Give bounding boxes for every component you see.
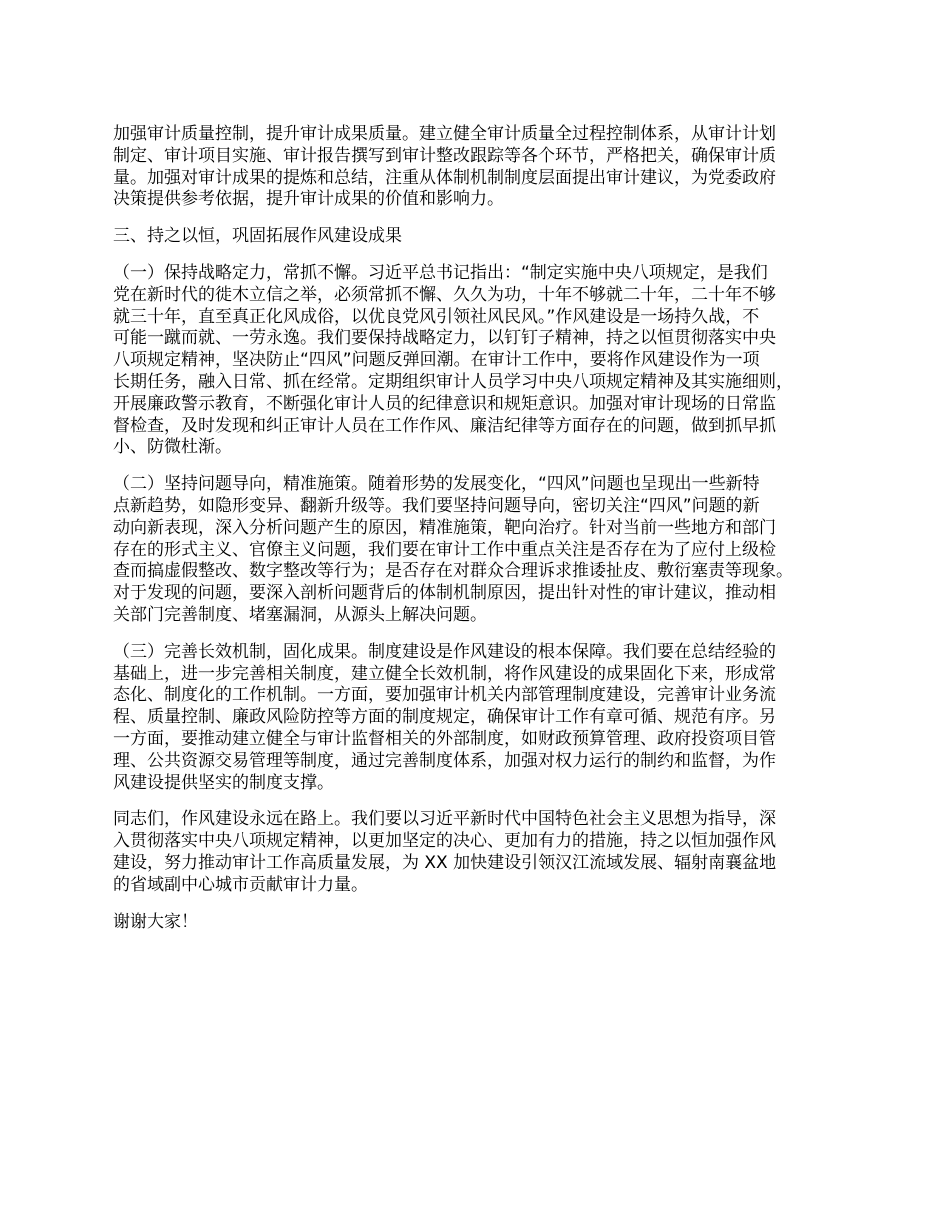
paragraph-problem-orientation [113,474,858,627]
paragraph-audit-quality [113,124,858,211]
text-line: 同志们，作风建设永远在路上。我们要以习近平新时代中国特色社会主义思想为指导，深 [113,809,776,830]
paragraph-strategic-focus [113,263,858,459]
text-line: 建设，努力推动审计工作高质量发展，为 XX 加快建设引领汉江流域发展、辐射南襄盆地 [113,852,777,873]
text-line: 对于发现的问题，要深入剖析问题背后的体制机制原因，提出针对性的审计建议，推动相 [113,583,776,604]
text-line: 基础上，进一步完善相关制度，建立健全长效机制，将作风建设的成果固化下来，形成常 [113,663,776,684]
text-line: 督检查，及时发现和纠正审计人员在工作作风、廉洁纪律等方面存在的问题，做到抓早抓 [113,415,776,436]
document-body [113,124,858,933]
text-line: 开展廉政警示教育，不断强化审计人员的纪律意识和规矩意识。加强对审计现场的日常监 [113,393,776,414]
text-line: 态化、制度化的工作机制。一方面，要加强审计机关内部管理制度建设，完善审计业务流 [113,685,776,706]
text-line: 党在新时代的徙木立信之举，必须常抓不懈、久久为功，十年不够就二十年，二十年不够 [113,284,776,305]
text-line: 动向新表现，深入分析问题产生的原因，精准施策，靶向治疗。针对当前一些地方和部门 [113,517,776,538]
text-line: 可能一蹴而就、一劳永逸。我们要保持战略定力，以钉钉子精神，持之以恒贯彻落实中央 [113,328,776,349]
text-line: 风建设提供坚实的制度支撑。 [113,772,334,793]
closing-thanks [113,912,858,934]
text-line: 一方面，要推动建立健全与审计监督相关的外部制度，如财政预算管理、政府投资项目管 [113,728,776,749]
text-line: （一）保持战略定力，常抓不懈。习近平总书记指出：“制定实施中央八项规定，是我们 [113,262,768,283]
text-line: 制定、审计项目实施、审计报告撰写到审计整改跟踪等各个环节，严格把关，确保审计质 [113,145,776,166]
text-line: 长期任务，融入日常、抓在经常。定期组织审计人员学习中央八项规定精神及其实施细则， [113,371,793,392]
text-line: 小、防微杜渐。 [113,437,232,458]
paragraph-long-term-mechanism [113,642,858,795]
section-heading [113,226,858,248]
text-line: 谢谢大家！ [113,911,198,932]
text-line: 加强审计质量控制，提升审计成果质量。建立健全审计质量全过程控制体系，从审计计划 [113,124,776,144]
text-line: 关部门完善制度、堵塞漏洞，从源头上解决问题。 [113,604,487,625]
text-line: 入贯彻落实中央八项规定精神，以更加坚定的决心、更加有力的措施，持之以恒加强作风 [113,831,776,852]
text-line: 量。加强对审计成果的提炼和总结，注重从体制机制制度层面提出审计建议，为党委政府 [113,167,776,188]
text-line: （二）坚持问题导向，精准施策。随着形势的发展变化，“四风”问题也呈现出一些新特 [113,474,760,495]
text-line: 八项规定精神，坚决防止“四风”问题反弹回潮。在审计工作中，要将作风建设作为一项 [113,350,760,371]
text-line: 的省域副中心城市贡献审计力量。 [113,874,368,895]
paragraph-conclusion [113,809,858,896]
text-line: 决策提供参考依据，提升审计成果的价值和影响力。 [113,189,504,210]
text-line: 理、公共资源交易管理等制度，通过完善制度体系，加强对权力运行的制约和监督，为作 [113,750,776,771]
text-line: 程、质量控制、廉政风险防控等方面的制度规定，确保审计工作有章可循、规范有序。另 [113,707,776,728]
text-line: 存在的形式主义、官僚主义问题，我们要在审计工作中重点关注是否存在为了应付上级检 [113,539,776,560]
heading-line: 三、持之以恒，巩固拓展作风建设成果 [113,226,402,247]
text-line: 就三十年，直至真正化风成俗，以优良党风引领社风民风。”作风建设是一场持久战，不 [113,306,760,327]
text-line: 点新趋势，如隐形变异、翻新升级等。我们要坚持问题导向，密切关注“四风”问题的新 [113,495,760,516]
text-line: 查而搞虚假整改、数字整改等行为；是否存在对群众合理诉求推诿扯皮、敷衍塞责等现象。 [113,561,793,582]
text-line: （三）完善长效机制，固化成果。制度建设是作风建设的根本保障。我们要在总结经验的 [113,641,776,662]
